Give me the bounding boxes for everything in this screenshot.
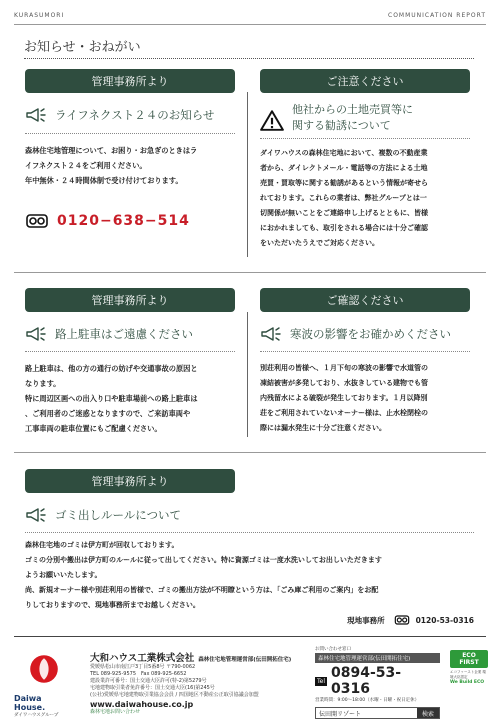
- page-title: お知らせ・おねがい: [24, 40, 141, 55]
- text-line: 森林住宅地管理について、お困り・お急ぎのときはラ: [25, 146, 198, 155]
- contact-name: 森林住宅地管理運営部(伝田開拓住宅): [315, 653, 440, 663]
- logo-group: ダイワハウスグループ: [14, 713, 59, 718]
- daiwa-logo-mark: [21, 650, 67, 688]
- text-line: 、ご利用者のご迷惑となりますので、ご来訪車両や: [25, 409, 191, 418]
- top-bar: [14, 10, 486, 24]
- we-build-eco: We Build ECO: [450, 680, 485, 685]
- section-head-life: 管理事務所より: [25, 69, 235, 93]
- subtitle-text: 路上駐車はご遠慮ください: [55, 327, 193, 341]
- company-name: 大和ハウス工業株式会社: [90, 653, 195, 664]
- body-parking: [25, 361, 245, 436]
- address: 愛媛県松山市南江戸3丁目5番8号 〒790-0062: [90, 664, 196, 670]
- text-line: 内残留水による破裂が発生しております。１月以降別: [260, 394, 428, 402]
- section-divider: [14, 452, 486, 453]
- text-line: 森林住宅地のゴミは伊方町が回収しております。: [25, 541, 179, 549]
- license: 建設業許可番号：国土交通大臣許可(特-2)第5279号: [90, 678, 207, 684]
- text-line: 年中無休・２４時間体制で受け付けております。: [25, 176, 183, 185]
- eco-text: ECO: [462, 652, 476, 659]
- license: (公社)愛媛県宅地建物取引業協会会員 / 四国地区不動産公正取引協議会加盟: [90, 692, 259, 698]
- section-head-parking: 管理事務所より: [25, 288, 235, 312]
- text-line: 特に周辺区画への出入り口や駐車場前への路上駐車は: [25, 394, 198, 403]
- subtitle-text: 関する勧誘について: [292, 119, 391, 132]
- text-line: 路上駐車は、他の方の通行の妨げや交通事故の原因と: [25, 364, 198, 373]
- search-input[interactable]: 伝田開リゾート: [319, 711, 362, 718]
- tel-fax: TEL 089-925-9575 Fax 089-925-6652: [90, 671, 187, 677]
- text-line: ゴミの分別や搬出は伊方町のルールに従って出してください。特に資源ゴミは一度水洗いしてお出しいただきます: [25, 556, 382, 564]
- eco-first-badge: [450, 650, 488, 685]
- company-sub: 森林住宅地管理運営部(伝田開拓住宅): [198, 657, 292, 663]
- section-head-garbage: 管理事務所より: [25, 469, 235, 493]
- business-hours: 営業時間：9:00〜18:00（水曜・日曜・祝日定休）: [315, 698, 420, 703]
- text-line: 際には漏水発生に十分ご注意ください。: [260, 424, 386, 432]
- free-dial: [25, 212, 190, 230]
- license: 宅地建物取引業者免許番号：国土交通大臣(16)第245号: [90, 685, 215, 691]
- text-line: なります。: [25, 379, 61, 388]
- body-life: [25, 143, 245, 188]
- text-line: をいただいたうえでご対応ください。: [260, 239, 379, 247]
- divider: [25, 532, 474, 533]
- text-line: れております。これらの業者は、弊社グループとは一: [260, 194, 427, 202]
- report-name: COMMUNICATION REPORT: [388, 12, 486, 19]
- column-divider: [247, 312, 248, 437]
- free-dial-icon: [25, 212, 49, 230]
- warning-icon: [260, 108, 284, 132]
- subtitle-parking: [25, 325, 193, 343]
- divider: [14, 24, 486, 25]
- text-line: ようお願いいたします。: [25, 571, 102, 579]
- contact-box: [315, 646, 440, 719]
- text-line: ダイワハウスの森林住宅地において、複数の不動産業: [260, 149, 428, 157]
- contact-label: 現地事務所: [347, 615, 385, 625]
- eco-mark: [450, 650, 488, 668]
- text-line: 工事車両の駐車位置にもご配慮ください。: [25, 424, 162, 433]
- divider: [260, 138, 470, 139]
- megaphone-icon: [25, 325, 47, 343]
- subtitle-text: ゴミ出しルールについて: [55, 508, 182, 522]
- search-box[interactable]: [315, 707, 440, 719]
- title-divider: [24, 58, 474, 59]
- contact-phone: 0894-53-0316: [331, 665, 402, 697]
- megaphone-icon: [25, 506, 47, 524]
- section-divider: [14, 272, 486, 273]
- daiwa-logo: [14, 650, 74, 718]
- search-button[interactable]: 検索: [417, 708, 439, 718]
- subtitle-text: ライフネクスト２４のお知らせ: [55, 108, 215, 122]
- text-line: りしておりますので、現地事務所までお越しください。: [25, 601, 200, 609]
- divider: [25, 351, 235, 352]
- phone-number: 0120−638−514: [57, 213, 190, 229]
- contact-phone: 0120-53-0316: [415, 615, 474, 625]
- subtitle-text: 寒波の影響をお確かめください: [290, 327, 451, 341]
- section-head-caution: ご注意ください: [260, 69, 470, 93]
- subtitle-life: [25, 106, 214, 124]
- subtitle-text: 他社からの土地売買等に: [292, 103, 413, 116]
- company-info: [90, 650, 310, 716]
- text-line: 別荘利用の皆様へ、１月下旬の寒波の影響で水道管の: [260, 364, 428, 372]
- garbage-contact: [347, 614, 474, 626]
- text-line: 切関係が無いことをご連絡申し上げるとともに、皆様: [260, 209, 428, 217]
- footer-divider: [14, 636, 486, 637]
- note: 森林宅地お問い合わせ: [90, 709, 141, 715]
- body-garbage: [25, 538, 477, 613]
- body-cold: [260, 361, 475, 436]
- tel-label: Tel: [317, 677, 326, 685]
- text-line: におかれましても、取引をされる場合には十分ご確認: [260, 224, 428, 232]
- contact-caption: お問い合わせ窓口: [315, 647, 351, 652]
- megaphone-icon: [260, 325, 282, 343]
- website-link[interactable]: www.daiwahouse.co.jp: [90, 700, 194, 709]
- divider: [260, 351, 470, 352]
- magazine-name: KURASUMORI: [14, 12, 65, 19]
- subtitle-caution: [260, 102, 413, 134]
- text-line: 凍結被害が多発しており、水抜きしている建物でも管: [260, 379, 428, 387]
- text-line: 者から、ダイレクトメール・電話等の方法による土地: [260, 164, 428, 172]
- text-line: 荘をご利用されていないオーナー様は、止水栓閉栓の: [260, 409, 428, 417]
- body-caution: [260, 146, 475, 251]
- column-divider: [247, 92, 248, 257]
- megaphone-icon: [25, 106, 47, 124]
- text-line: イフネクスト２４をご利用ください。: [25, 161, 147, 170]
- free-dial-icon: [393, 614, 411, 626]
- eco-text: FIRST: [459, 659, 479, 666]
- text-line: 尚、新規オーナー様や別荘利用の皆様で、ゴミの搬出方法が不明瞭という方は、「ごみ庫ご利用のご案内」をお配: [25, 586, 379, 594]
- subtitle-garbage: [25, 506, 181, 524]
- text-line: 売買・買取等に関する勧誘があるという情報が寄せら: [260, 179, 428, 187]
- subtitle-cold: [260, 325, 451, 343]
- section-head-cold: ご確認ください: [260, 288, 470, 312]
- logo-text: Daiwa House.: [14, 694, 46, 712]
- eco-caption: エコファースト企業 環境大臣認定: [450, 670, 486, 679]
- divider: [25, 133, 235, 134]
